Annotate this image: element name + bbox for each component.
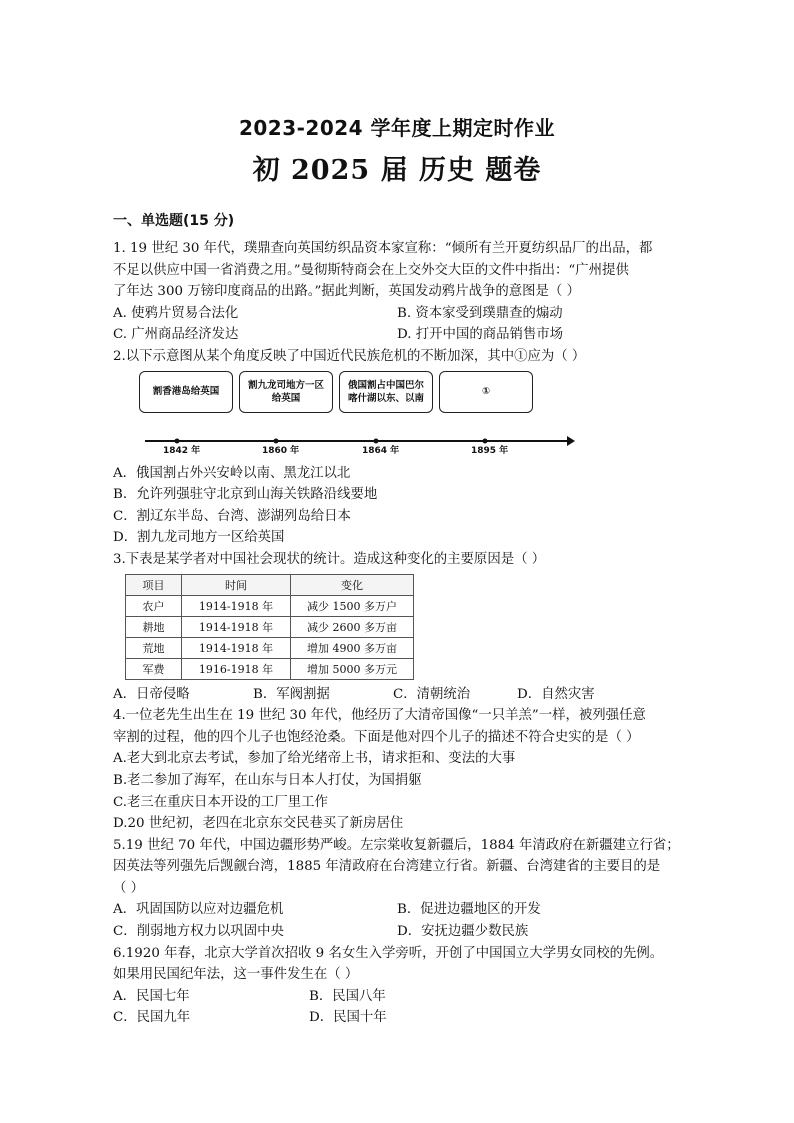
question-5: [113, 835, 681, 943]
question-2-stem: 2.以下示意图从某个角度反映了中国近代民族危机的不断加深，其中①应为（ ）: [113, 348, 586, 364]
table-cell: 1916-1918 年: [182, 658, 291, 679]
question-4-line: 4.一位老先生出生在 19 世纪 30 年代，他经历了大清帝国像“一只羊羔”一样，被列强任意: [113, 708, 646, 724]
question-1-line: 1. 19 世纪 30 年代，璞鼎查向英国纺织品资本家宣称：“倾所有兰开夏纺织品厂的出品，都: [113, 241, 653, 256]
question-1: [113, 238, 681, 346]
question-2-option-c: C．割辽东半岛、台湾、澎湖列岛给日本: [113, 508, 351, 524]
timeline-box-1: 割香港岛给英国: [139, 371, 233, 413]
exam-content: [113, 210, 681, 1029]
question-3-stem: 3.下表是某学者对中国社会现状的统计。造成这种变化的主要原因是（ ）: [113, 551, 546, 567]
question-4-option-d: D.20 世纪初，老四在北京东交民巷买了新房居住: [113, 816, 404, 832]
exam-title-line2: 初 2025 届 历史 题卷: [252, 155, 542, 186]
question-6-option-c: C．民国九年: [113, 1010, 191, 1026]
table-cell: 荒地: [126, 637, 182, 658]
question-3: [113, 549, 681, 705]
table-cell: 农户: [126, 595, 182, 616]
question-4-line: 宰割的过程，他的四个儿子也饱经沧桑。下面是他对四个儿子的描述不符合史实的是（ ）: [113, 729, 640, 745]
question-3-option-d: D．自然灾害: [517, 686, 595, 702]
timeline-year: 1860 年: [262, 445, 300, 456]
question-3-option-a: A．日帝侵略: [113, 686, 190, 702]
question-5-line: （ ）: [113, 880, 145, 896]
table-cell: 增加 4900 多万亩: [291, 637, 414, 658]
question-1-line: 了年达 300 万镑印度商品的出路。”据此判断，英国发动鸦片战争的意图是（ ）: [113, 284, 580, 300]
table-header-row: [126, 574, 414, 595]
timeline-year: 1864 年: [362, 445, 400, 456]
question-2-option-d: D．割九龙司地方一区给英国: [113, 530, 285, 546]
table-cell: 军费: [126, 658, 182, 679]
timeline-year: 1895 年: [471, 445, 509, 456]
question-5-line: 5.19 世纪 70 年代，中国边疆形势严峻。左宗棠收复新疆后，1884 年清政府在新疆建立行省；: [113, 837, 680, 853]
question-6: [113, 943, 681, 1029]
table-row: [126, 637, 414, 658]
table-row: [126, 595, 414, 616]
table-cell: 1914-1918 年: [182, 616, 291, 637]
table-cell: 耕地: [126, 616, 182, 637]
table-cell: 增加 5000 多万元: [291, 658, 414, 679]
question-2-option-b: B．允许列强驻守北京到山海关铁路沿线要地: [113, 487, 378, 503]
timeline-box-4: ①: [439, 371, 533, 413]
question-5-line: 因英法等列强先后觊觎台湾，1885 年清政府在台湾建立行省。新疆、台湾建省的主要目的是: [113, 859, 661, 875]
section-heading: 一、单选题(15 分): [113, 213, 235, 229]
table-cell: 1914-1918 年: [182, 595, 291, 616]
question-5-option-d: D．安抚边疆少数民族: [397, 924, 529, 940]
question-6-option-a: A．民国七年: [113, 988, 190, 1004]
question-4-option-a: A.老大到北京去考试，参加了给光绪帝上书，请求拒和、变法的大事: [113, 751, 516, 767]
timeline-diagram: [135, 371, 575, 461]
question-6-line: 6.1920 年春，北京大学首次招收 9 名女生入学旁听，开创了中国国立大学男女同校的先例。: [113, 945, 664, 961]
question-1-option-c: C. 广州商品经济发达: [113, 327, 239, 343]
table-cell: 减少 1500 多万户: [291, 595, 414, 616]
question-4-option-c: C.老三在重庆日本开设的工厂里工作: [113, 794, 328, 810]
table-header-cell: 变化: [291, 574, 414, 595]
question-2-option-a: A．俄国割占外兴安岭以南、黑龙江以北: [113, 465, 351, 481]
timeline-year: 1842 年: [163, 445, 201, 456]
question-5-option-b: B．促进边疆地区的开发: [397, 902, 541, 918]
table-header-cell: 项目: [126, 574, 182, 595]
question-4-option-b: B.老二参加了海军，在山东与日本人打仗，为国捐躯: [113, 772, 422, 788]
question-6-line: 如果用民国纪年法，这一事件发生在（ ）: [113, 967, 359, 983]
question-1-option-a: A. 使鸦片贸易合法化: [113, 305, 239, 321]
question-4: [113, 705, 681, 835]
exam-title-line1: 2023-2024 学年度上期定时作业: [238, 116, 556, 140]
question-2: [113, 346, 681, 549]
timeline-box-3: 俄国割占中国巴尔喀什湖以东、以南: [339, 371, 433, 413]
question-5-option-c: C．削弱地方权力以巩固中央: [113, 924, 284, 940]
table-cell: 1914-1918 年: [182, 637, 291, 658]
question-1-option-d: D. 打开中国的商品销售市场: [397, 327, 564, 343]
timeline-axis: [135, 431, 575, 451]
question-6-option-d: D．民国十年: [309, 1010, 387, 1026]
table-row: [126, 658, 414, 679]
question-6-option-b: B．民国八年: [309, 988, 386, 1004]
timeline-box-2: 割九龙司地方一区给英国: [239, 371, 333, 413]
question-5-option-a: A．巩固国防以应对边疆危机: [113, 902, 284, 918]
table-cell: 减少 2600 多万亩: [291, 616, 414, 637]
question-3-option-c: C．清朝统治: [393, 686, 471, 702]
table-row: [126, 616, 414, 637]
table-header-cell: 时间: [182, 574, 291, 595]
question-1-line: 不足以供应中国一省消费之用。”曼彻斯特商会在上交外交大臣的文件中指出：“广州提供: [113, 262, 629, 278]
statistics-table: [125, 574, 414, 680]
question-3-option-b: B．军阀割据: [253, 686, 330, 702]
question-1-option-b: B. 资本家受到璞鼎查的煽动: [397, 305, 563, 321]
